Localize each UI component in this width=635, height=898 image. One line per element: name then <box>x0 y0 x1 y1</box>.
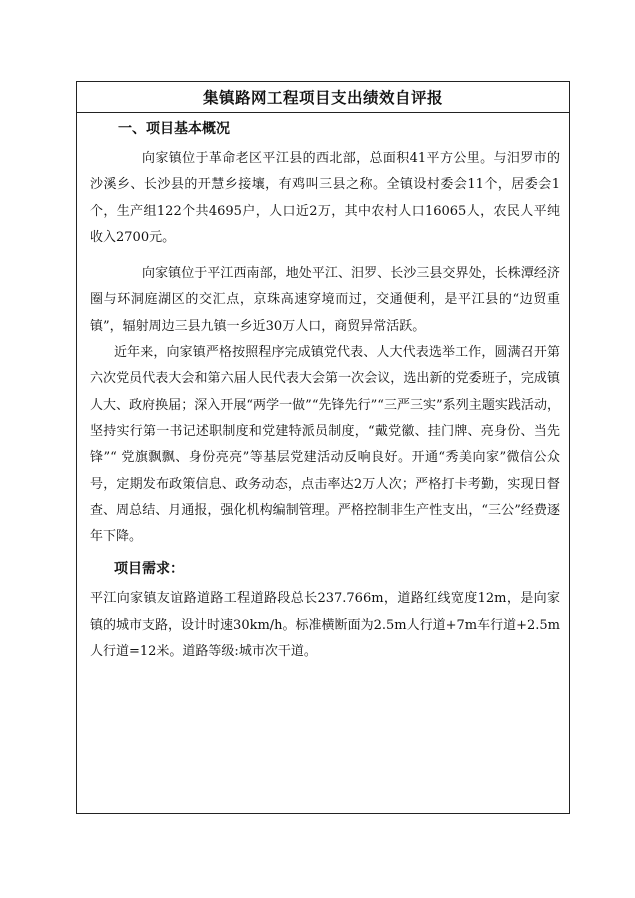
paragraph-party-work: 近年来，向家镇严格按照程序完成镇党代表、人大代表选举工作，圆满召开第六次党员代表大会和第六届人民代表大会第一次会议，选出新的党委班子，完成镇人大、政府换届；深入开展“两学一做”“先锋先行”“三严三实”系列主题实践活动，坚持实行第一书记述职制度和党建特派员制度，“戴党徽、挂门牌、亮身份、当先锋”“ 党旗飘飘、身份亮亮”等基层党建活动反响良好。开通“秀美向家”微信公众号，定期发布政策信息、政务动态，点击率达2万人次；严格打卡考勤，实现日督查、周总结、月通报，强化机构编制管理。严格控制非生产性支出，“三公”经费逐年下降。 <box>90 345 560 545</box>
paragraph-requirements: 平江向家镇友谊路道路工程道路段总长237.766m，道路红线宽度12m，是向家镇的城市支路，设计时速30km/h。标准横断面为2.5m人行道+7m车行道+2.5m人行道=12米。道路等级:城市次干道。 <box>90 591 560 660</box>
paragraph-location: 向家镇位于革命老区平江县的西北部，总面积41平方公里。与汨罗市的沙溪乡、长沙县的开慧乡接壤，有鸡叫三县之称。全镇设村委会11个，居委会1个，生产组122个共4695户，人口近2万，其中农村人口16065人，农民人平纯收入2700元。 <box>90 151 560 245</box>
report-title: 集镇路网工程项目支出绩效自评报 <box>77 82 569 113</box>
report-body <box>90 116 560 665</box>
section-heading-overview: 一、项目基本概况 <box>118 121 230 137</box>
section-heading-requirements: 项目需求： <box>114 561 184 578</box>
report-table <box>76 81 570 814</box>
paragraph-geography: 向家镇位于平江西南部，地处平江、汨罗、长沙三县交界处，长株潭经济圈与环洞庭湖区的交汇点，京珠高速穿境而过，交通便利，是平江县的“边贸重镇”，辐射周边三县九镇一乡近30万人口，商贸异常活跃。 <box>90 266 560 334</box>
